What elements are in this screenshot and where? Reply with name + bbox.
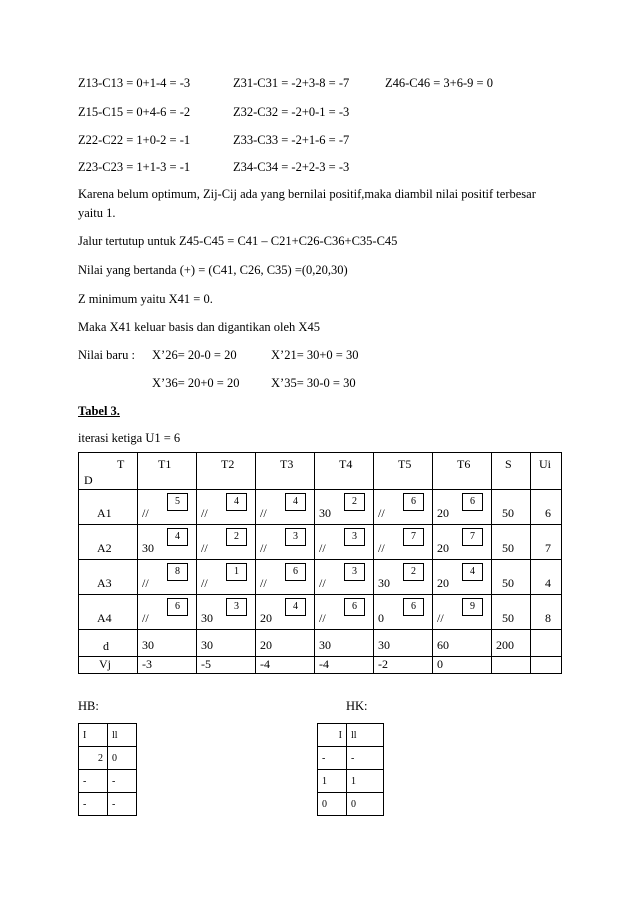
- allocation-cell: [197, 525, 256, 560]
- row-label: A4: [79, 595, 138, 630]
- hk-table: I ll - - 1 1 0 0: [317, 723, 384, 816]
- text-line: Z23-C23 = 1+1-3 = -1: [78, 160, 191, 174]
- supply-cell: 50: [492, 525, 531, 560]
- text-line: Z46-C46 = 3+6-9 = 0: [385, 76, 493, 90]
- cost-box: 9: [462, 598, 483, 616]
- allocation-cell: [433, 595, 492, 630]
- cost-box: 6: [285, 563, 306, 581]
- allocation-value: //: [319, 541, 326, 555]
- cost-box: 4: [462, 563, 483, 581]
- allocation-value: 20: [437, 506, 449, 520]
- allocation-cell: [433, 560, 492, 595]
- text-line: Z22-C22 = 1+0-2 = -1: [78, 133, 191, 147]
- cost-box: 4: [226, 493, 247, 511]
- text-line: Z13-C13 = 0+1-4 = -3: [78, 76, 191, 90]
- text-line: Z33-C33 = -2+1-6 = -7: [233, 133, 350, 147]
- header-cell: T D: [79, 453, 138, 490]
- paragraph: Nilai yang bertanda (+) = (C41, C26, C35) =(0,20,30): [78, 263, 348, 277]
- header-cell: T6: [433, 453, 492, 490]
- allocation-value: //: [378, 506, 385, 520]
- cost-box: 5: [167, 493, 188, 511]
- demand-cell: 60: [433, 630, 492, 657]
- allocation-cell: [433, 490, 492, 525]
- vj-cell: -4: [315, 657, 374, 674]
- text-line: X’36= 20+0 = 20: [152, 376, 240, 390]
- cost-box: 4: [167, 528, 188, 546]
- header-cell: T2: [197, 453, 256, 490]
- ui-cell: 7: [531, 525, 562, 560]
- allocation-cell: [256, 525, 315, 560]
- allocation-value: 30: [319, 506, 331, 520]
- empty-cell: [531, 657, 562, 674]
- allocation-value: //: [142, 506, 149, 520]
- allocation-value: //: [142, 576, 149, 590]
- cost-box: 6: [167, 598, 188, 616]
- header-cell: T1: [138, 453, 197, 490]
- row-label: A1: [79, 490, 138, 525]
- cost-box: 2: [226, 528, 247, 546]
- text-line: Z15-C15 = 0+4-6 = -2: [78, 105, 191, 119]
- cost-box: 4: [285, 598, 306, 616]
- hb-table: I ll 2 0 - - - -: [78, 723, 137, 816]
- demand-cell: 20: [256, 630, 315, 657]
- allocation-value: //: [260, 576, 267, 590]
- ui-cell: 6: [531, 490, 562, 525]
- cost-box: 3: [285, 528, 306, 546]
- allocation-value: //: [142, 611, 149, 625]
- header-cell: T4: [315, 453, 374, 490]
- allocation-value: 0: [378, 611, 384, 625]
- supply-cell: 50: [492, 490, 531, 525]
- empty-cell: [531, 630, 562, 657]
- allocation-value: //: [378, 541, 385, 555]
- cost-box: 6: [462, 493, 483, 511]
- text-line: Z34-C34 = -2+2-3 = -3: [233, 160, 350, 174]
- text-line: Z32-C32 = -2+0-1 = -3: [233, 105, 350, 119]
- allocation-value: //: [201, 506, 208, 520]
- ui-cell: 4: [531, 560, 562, 595]
- allocation-cell: [374, 525, 433, 560]
- cost-box: 6: [344, 598, 365, 616]
- demand-label: d: [79, 630, 138, 657]
- demand-cell: 30: [374, 630, 433, 657]
- allocation-cell: [138, 560, 197, 595]
- cost-box: 6: [403, 493, 424, 511]
- empty-cell: [492, 657, 531, 674]
- allocation-cell: [374, 595, 433, 630]
- vj-cell: 0: [433, 657, 492, 674]
- allocation-cell: [315, 560, 374, 595]
- allocation-cell: [138, 595, 197, 630]
- transport-table: [78, 452, 562, 674]
- section-heading: Tabel 3.: [78, 404, 120, 418]
- allocation-cell: [315, 595, 374, 630]
- paragraph: yaitu 1.: [78, 206, 116, 220]
- allocation-value: 20: [260, 611, 272, 625]
- allocation-cell: [374, 490, 433, 525]
- caption: iterasi ketiga U1 = 6: [78, 431, 181, 445]
- hb-label: HB:: [78, 699, 99, 713]
- label: Nilai baru :: [78, 348, 135, 362]
- header-cell: Ui: [531, 453, 562, 490]
- row-label: A2: [79, 525, 138, 560]
- vj-cell: -2: [374, 657, 433, 674]
- demand-cell: 30: [315, 630, 374, 657]
- vj-cell: -4: [256, 657, 315, 674]
- text-line: X’21= 30+0 = 30: [271, 348, 359, 362]
- text-line: X’26= 20-0 = 20: [152, 348, 237, 362]
- row-label: A3: [79, 560, 138, 595]
- allocation-cell: [256, 490, 315, 525]
- allocation-cell: [197, 490, 256, 525]
- allocation-value: 30: [142, 541, 154, 555]
- supply-cell: 50: [492, 595, 531, 630]
- allocation-value: //: [201, 576, 208, 590]
- allocation-value: //: [260, 541, 267, 555]
- demand-total: 200: [492, 630, 531, 657]
- allocation-value: //: [319, 576, 326, 590]
- cost-box: 2: [403, 563, 424, 581]
- cost-box: 3: [344, 528, 365, 546]
- paragraph: Maka X41 keluar basis dan digantikan oleh X45: [78, 320, 320, 334]
- cost-box: 4: [285, 493, 306, 511]
- cost-box: 6: [403, 598, 424, 616]
- allocation-cell: [197, 595, 256, 630]
- vj-label: Vj: [79, 657, 138, 674]
- paragraph: Jalur tertutup untuk Z45-C45 = C41 – C21+C26-C36+C35-C45: [78, 234, 398, 248]
- text-line: Z31-C31 = -2+3-8 = -7: [233, 76, 350, 90]
- allocation-value: //: [260, 506, 267, 520]
- cost-box: 7: [403, 528, 424, 546]
- cost-box: 8: [167, 563, 188, 581]
- allocation-value: //: [201, 541, 208, 555]
- allocation-value: 20: [437, 576, 449, 590]
- allocation-value: //: [437, 611, 444, 625]
- ui-cell: 8: [531, 595, 562, 630]
- allocation-value: 30: [201, 611, 213, 625]
- cost-box: 3: [226, 598, 247, 616]
- demand-cell: 30: [197, 630, 256, 657]
- cost-box: 3: [344, 563, 365, 581]
- allocation-value: //: [319, 611, 326, 625]
- cost-box: 7: [462, 528, 483, 546]
- allocation-value: 20: [437, 541, 449, 555]
- paragraph: Z minimum yaitu X41 = 0.: [78, 292, 213, 306]
- vj-cell: -3: [138, 657, 197, 674]
- vj-cell: -5: [197, 657, 256, 674]
- allocation-cell: [433, 525, 492, 560]
- text-line: X’35= 30-0 = 30: [271, 376, 356, 390]
- demand-cell: 30: [138, 630, 197, 657]
- supply-cell: 50: [492, 560, 531, 595]
- hk-label: HK:: [346, 699, 368, 713]
- allocation-cell: [256, 595, 315, 630]
- allocation-cell: [315, 490, 374, 525]
- header-cell: S: [492, 453, 531, 490]
- cost-box: 1: [226, 563, 247, 581]
- allocation-cell: [256, 560, 315, 595]
- allocation-value: 30: [378, 576, 390, 590]
- allocation-cell: [197, 560, 256, 595]
- allocation-cell: [374, 560, 433, 595]
- allocation-cell: [138, 490, 197, 525]
- allocation-cell: [138, 525, 197, 560]
- paragraph: Karena belum optimum, Zij-Cij ada yang bernilai positif,maka diambil nilai positif terbesar: [78, 187, 536, 201]
- header-cell: T3: [256, 453, 315, 490]
- cost-box: 2: [344, 493, 365, 511]
- allocation-cell: [315, 525, 374, 560]
- header-cell: T5: [374, 453, 433, 490]
